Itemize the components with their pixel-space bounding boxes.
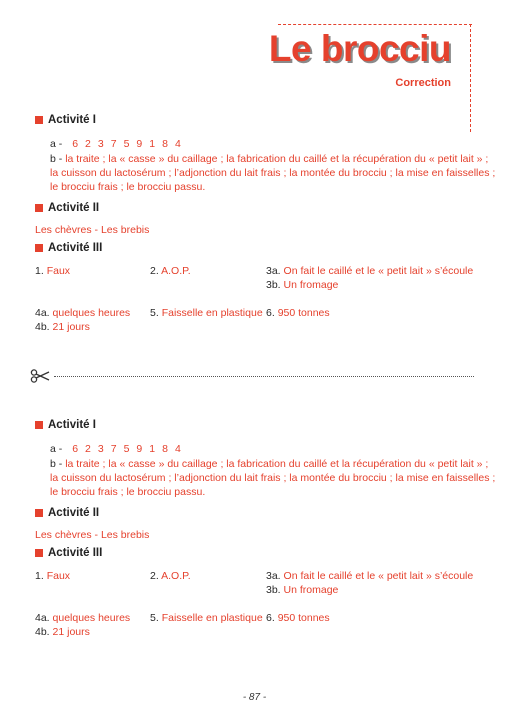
q3a [266,264,473,278]
seq-item: 5 [123,443,130,455]
q1 [35,264,70,278]
seq-item: 2 [85,443,91,455]
scissors-icon [30,369,50,383]
bullet-square-icon [35,244,43,252]
activity3-heading [35,242,102,254]
seq-item: 1 [149,138,156,150]
q3b [266,583,338,597]
q-answer: 950 tonnes [277,612,330,624]
activity1-a-line [50,137,188,151]
q-num: 2. [150,265,159,277]
seq-item: 9 [136,443,143,455]
activity3-heading [35,547,102,559]
b-label: b - [50,153,63,165]
bullet-square-icon [35,421,43,429]
q4b [35,625,90,639]
q-answer: Un fromage [283,279,339,291]
q-num: 5. [150,612,159,624]
header-frame-top [278,24,472,25]
q5 [150,611,263,625]
activity2-answer: Les chèvres - Les brebis [35,224,150,236]
q-num: 5. [150,307,159,319]
a-label: a - [50,138,63,150]
b-answer-2: la cuisson du lactosérum ; l’adjonction du lait frais ; la montée du brocciu ; la mise en faisselles ; [50,472,496,484]
seq-item: 3 [97,138,104,150]
q-answer: On fait le caillé et le « petit lait » s’écoule [283,265,474,277]
seq-item: 6 [72,138,79,150]
q-num: 1. [35,570,44,582]
q-answer: On fait le caillé et le « petit lait » s’écoule [283,570,474,582]
bullet-square-icon [35,204,43,212]
q2 [150,264,191,278]
activity1-a-line [50,442,188,456]
q6 [266,306,330,320]
activity2-heading [35,202,99,214]
activity1-heading [35,419,96,431]
b-answer-3: le brocciu frais ; le brocciu passu. [50,181,206,193]
seq-item: 4 [174,138,181,150]
b-answer-1: la traite ; la « casse » du caillage ; la fabrication du caillé et la récupération du « petit lait » ; [65,458,489,470]
q1 [35,569,70,583]
q-answer: 950 tonnes [277,307,330,319]
activity2-title: Activité II [48,202,100,214]
q-num: 1. [35,265,44,277]
activity1-b-line1 [50,457,488,471]
activity1-heading [35,114,96,126]
q2 [150,569,191,583]
activity2-heading [35,507,99,519]
a-label: a - [50,443,63,455]
b-answer-1: la traite ; la « casse » du caillage ; la fabrication du caillé et la récupération du « petit lait » ; [65,153,489,165]
activity1-title: Activité I [48,419,96,431]
q-num: 3a. [266,570,281,582]
q-num: 4a. [35,612,50,624]
seq-item: 8 [162,138,168,150]
q4b [35,320,90,334]
q-answer: 21 jours [52,321,90,333]
seq-item: 2 [85,138,91,150]
seq-item: 7 [110,138,117,150]
q-answer: quelques heures [52,612,131,624]
activity3-title: Activité III [48,547,103,559]
seq-item: 6 [72,443,79,455]
q-answer: A.O.P. [161,265,191,277]
bullet-square-icon [35,549,43,557]
q4a [35,306,130,320]
seq-item: 1 [149,443,156,455]
seq-item: 9 [136,138,143,150]
q-answer: Faux [46,570,71,582]
activity3-title: Activité III [48,242,103,254]
b-answer-3: le brocciu frais ; le brocciu passu. [50,486,206,498]
q-num: 3b. [266,584,281,596]
q-num: 4b. [35,321,50,333]
q-answer: A.O.P. [161,570,191,582]
activity2-title: Activité II [48,507,100,519]
q-answer: Faux [46,265,71,277]
q4a [35,611,130,625]
q-answer: 21 jours [52,626,90,638]
activity1-b-line1 [50,152,488,166]
page-title: Le brocciu [268,28,451,69]
q-answer: quelques heures [52,307,131,319]
seq-item: 3 [97,443,104,455]
q-num: 4b. [35,626,50,638]
header-frame-right [470,24,471,132]
activity1-title: Activité I [48,114,96,126]
seq-item: 5 [123,138,130,150]
q3b [266,278,338,292]
bullet-square-icon [35,509,43,517]
page-number: - 87 - [242,692,267,703]
activity2-answer: Les chèvres - Les brebis [35,529,150,541]
q-num: 6. [266,307,275,319]
cut-line [30,369,474,383]
q-num: 4a. [35,307,50,319]
seq-item: 7 [110,443,117,455]
dotted-cut-line [54,376,474,377]
q-num: 3a. [266,265,281,277]
q-answer: Faisselle en plastique [161,307,263,319]
q5 [150,306,263,320]
q-num: 2. [150,570,159,582]
seq-item: 8 [162,443,168,455]
b-answer-2: la cuisson du lactosérum ; l’adjonction du lait frais ; la montée du brocciu ; la mise en faisselles ; [50,167,496,179]
q-num: 3b. [266,279,281,291]
q6 [266,611,330,625]
q-answer: Faisselle en plastique [161,612,263,624]
bullet-square-icon [35,116,43,124]
seq-item: 4 [174,443,181,455]
q-answer: Un fromage [283,584,339,596]
page-subtitle: Correction [395,77,451,89]
q3a [266,569,473,583]
q-num: 6. [266,612,275,624]
b-label: b - [50,458,63,470]
